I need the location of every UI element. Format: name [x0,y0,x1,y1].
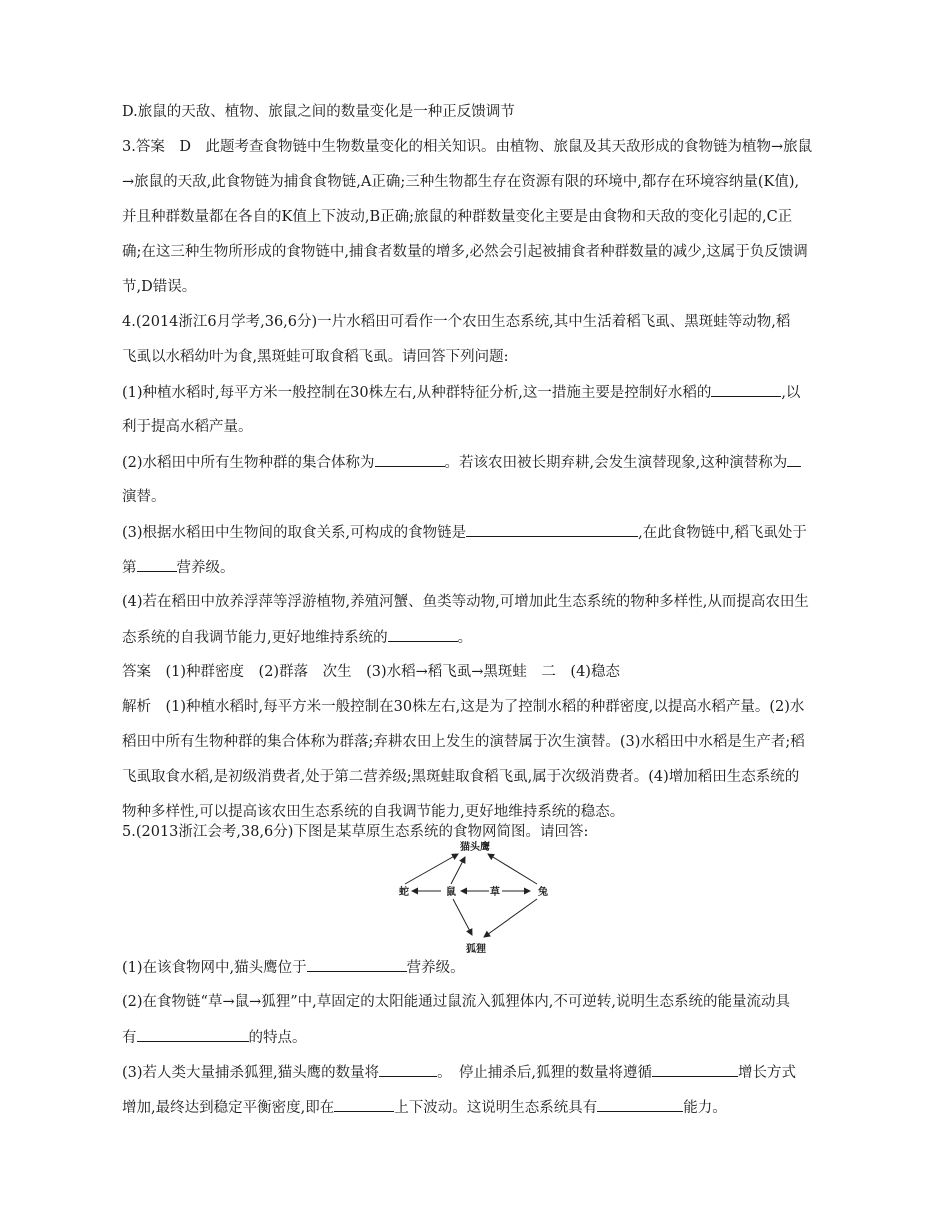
answer-blank[interactable] [388,627,458,642]
answer-blank[interactable] [466,522,638,537]
question-4-part-2-cont: 演替。 [122,489,166,505]
answer-blank[interactable] [711,382,781,397]
answer-blank[interactable] [379,1062,437,1077]
node-rabbit: 兔 [538,887,548,898]
question-5-part-3-cont: 增加,最终达到稳定平衡密度,即在 上下波动。这说明生态系统具有 能力。 [122,1097,727,1118]
arrow-mouse-to-fox [453,899,472,935]
explanation-4-line-2: 稻田中所有生物种群的集合体称为群落;弃耕农田上发生的演替属于次生演替。(3)水稻田中水稻是生产者;稻 [122,734,805,750]
answer-3-line-2: →旅鼠的天敌,此食物链为捕食食物链,A正确;三种生物都生存在资源有限的环境中,都存在环境容纳量(K值), [122,174,800,190]
question-5-part-1: (1)在该食物网中,猫头鹰位于 营养级。 [122,957,465,978]
answer-3-line-5: 节,D错误。 [122,279,197,295]
question-4-part-2: (2)水稻田中所有生物种群的集合体称为 。若该农田被长期弃耕,会发生演替现象,这种演替称为 [122,452,801,473]
answer-4-line: 答案 (1)种群密度 (2)群落 次生 (3)水稻→稻飞虱→黑斑蛙 二 (4)稳态 [122,664,620,680]
answer-blank[interactable] [137,557,177,572]
answer-blank[interactable] [787,452,801,467]
answer-3-line-3: 并且种群数量都在各自的K值上下波动,B正确;旅鼠的种群数量变化主要是由食物和天敌的变化引起的,C正 [122,209,793,225]
question-4-part-1-cont: 利于提高水稻产量。 [122,419,253,435]
answer-blank[interactable] [334,1097,394,1112]
question-4-part-4: (4)若在稻田中放养浮萍等浮游植物,养殖河蟹、鱼类等动物,可增加此生态系统的物种多样性,从而提高农田生 [122,594,809,610]
node-owl: 猫头鹰 [460,842,490,853]
answer-3-line-1: 3.答案 D 此题考查食物链中生物数量变化的相关知识。由植物、旅鼠及其天敌形成的食物链为植物→旅鼠 [122,139,813,155]
node-grass: 草 [490,887,500,898]
question-4-stem-1: 4.(2014浙江6月学考,36,6分)一片水稻田可看作一个农田生态系统,其中生活着稻飞虱、黑斑蛙等动物,稻 [122,314,791,330]
answer-3-line-4: 确;在这三种生物所形成的食物链中,捕食者数量的增多,必然会引起被捕食者种群数量的减少,这属于负反馈调 [122,244,808,260]
arrow-rabbit-to-owl [488,854,537,884]
answer-blank[interactable] [307,957,407,972]
question-4-part-4-cont: 态系统的自我调节能力,更好地维持系统的 。 [122,627,472,648]
explanation-4-line-3: 飞虱取食水稻,是初级消费者,处于第二营养级;黑斑蛙取食稻飞虱,属于次级消费者。(4)增加稻田生态系统的 [122,769,800,785]
question-4-part-3-cont: 第 营养级。 [122,557,235,578]
arrow-mouse-to-owl [451,857,465,884]
question-4-stem-2: 飞虱以水稻幼叶为食,黑斑蛙可取食稻飞虱。请回答下列问题: [122,349,509,365]
answer-blank[interactable] [137,1027,249,1042]
node-mouse: 鼠 [446,887,456,898]
node-snake: 蛇 [399,887,409,898]
question-5-part-2-cont: 有 的特点。 [122,1027,307,1048]
question-4-part-1: (1)种植水稻时,每平方米一般控制在30株左右,从种群特征分析,这一措施主要是控制好水稻的 ,以 [122,382,800,403]
option-d-text: D.旅鼠的天敌、植物、旅鼠之间的数量变化是一种正反馈调节 [122,104,515,120]
arrow-rabbit-to-fox [484,899,537,937]
explanation-4-line-4: 物种多样性,可以提高该农田生态系统的自我调节能力,更好地维持系统的稳态。 [122,804,625,820]
question-5-stem: 5.(2013浙江会考,38,6分)下图是某草原生态系统的食物网简图。请回答: [122,824,589,840]
node-fox: 狐狸 [466,944,486,955]
explanation-4-line-1: 解析 (1)种植水稻时,每平方米一般控制在30株左右,这是为了控制水稻的种群密度,以提高水稻产量。(2)水 [122,699,805,715]
question-5-part-2: (2)在食物链“草→鼠→狐狸”中,草固定的太阳能通过鼠流入狐狸体内,不可逆转,说明生态系统的能量流动具 [122,994,790,1010]
question-4-part-3: (3)根据水稻田中生物间的取食关系,可构成的食物链是 ,在此食物链中,稻飞虱处于 [122,522,807,543]
answer-blank[interactable] [375,452,445,467]
answer-blank[interactable] [597,1097,683,1112]
food-web-diagram [385,838,565,960]
answer-blank[interactable] [652,1062,738,1077]
question-5-part-3: (3)若人类大量捕杀狐狸,猫头鹰的数量将 。 停止捕杀后,狐狸的数量将遵循 增长方式 [122,1062,796,1083]
arrow-snake-to-owl [405,854,458,884]
